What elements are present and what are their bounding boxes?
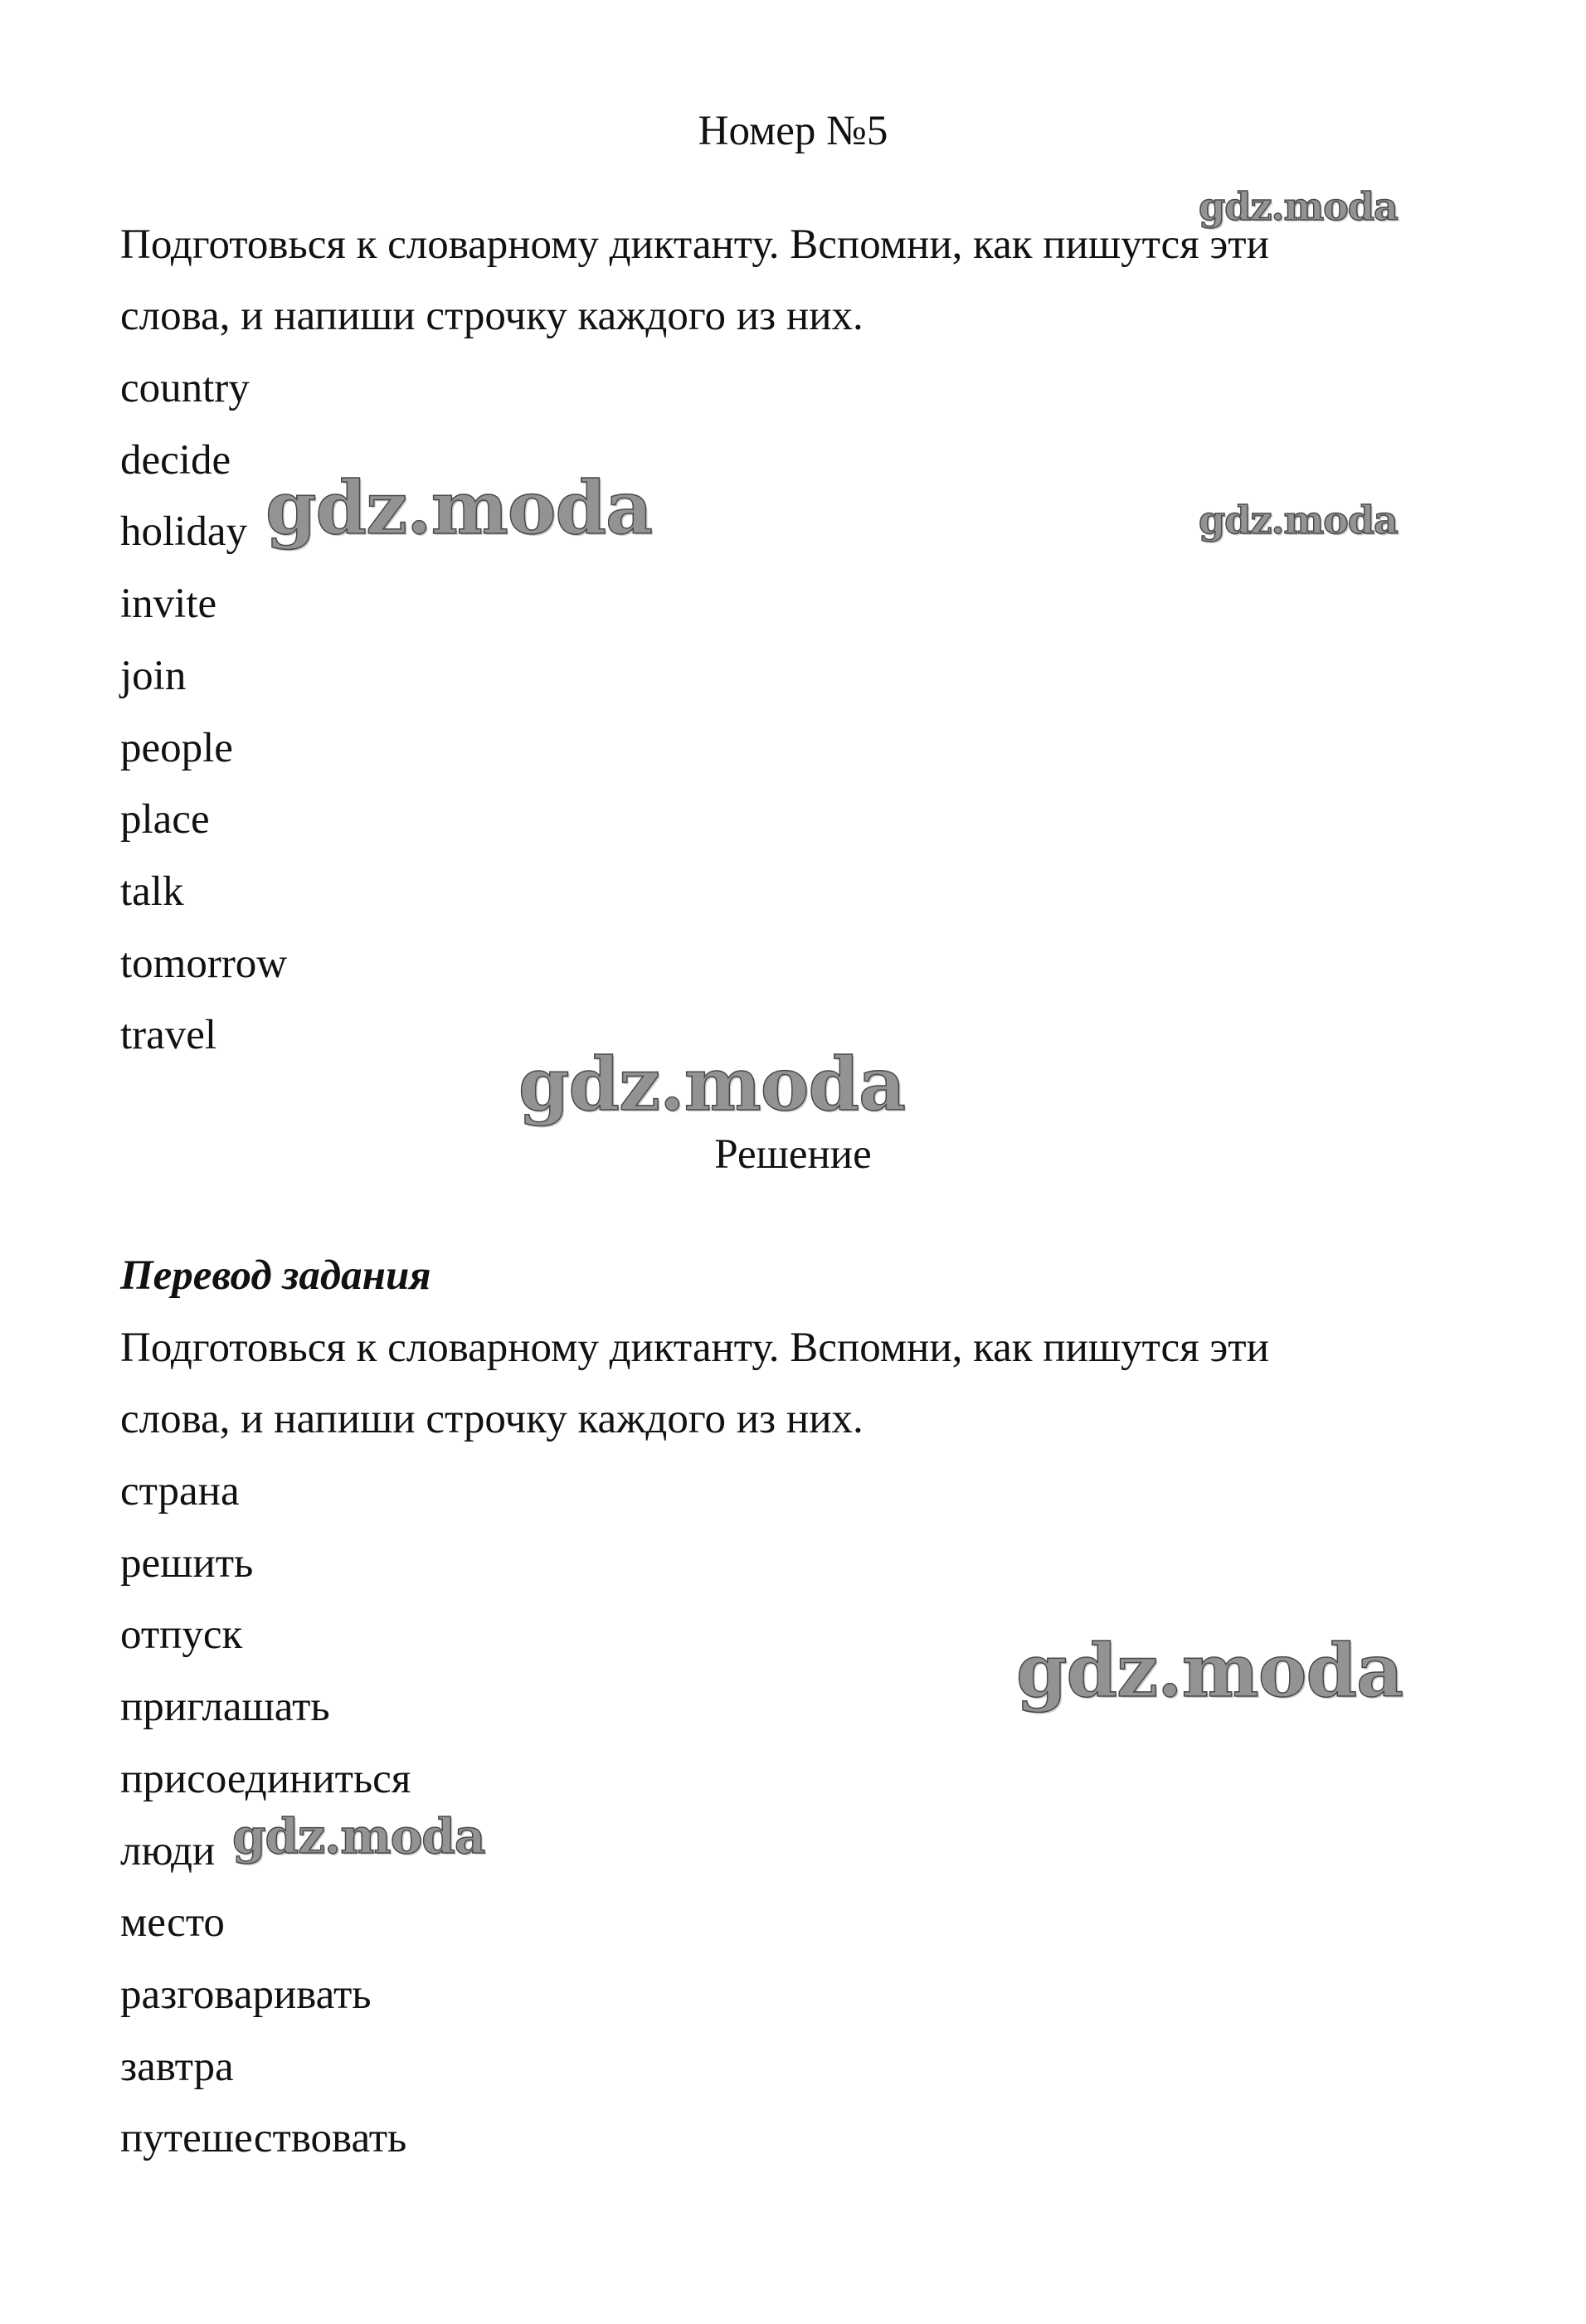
word-item: country bbox=[120, 365, 250, 411]
russian-word-list bbox=[120, 1456, 411, 2175]
word-item: присоединиться bbox=[120, 1755, 411, 1802]
watermark-logo: gdz.moda bbox=[232, 1808, 485, 1865]
task-instruction-line-1: Подготовься к словарному диктанту. Вспомни, как пишутся эти bbox=[120, 221, 1269, 268]
word-item: decide bbox=[120, 436, 231, 484]
translation-instruction-line-2: слова, и напиши строчку каждого из них. bbox=[120, 1396, 864, 1442]
word-item: страна bbox=[120, 1468, 240, 1514]
watermark-logo: gdz.moda bbox=[1199, 184, 1398, 229]
english-word-list bbox=[120, 352, 287, 1072]
word-item: приглашать bbox=[120, 1684, 330, 1731]
translation-instruction-line-1: Подготовься к словарному диктанту. Вспомни, как пишутся эти bbox=[120, 1325, 1269, 1371]
watermark-logo: gdz.moda bbox=[518, 1041, 906, 1127]
solution-title: Решение bbox=[714, 1131, 872, 1178]
word-item: завтра bbox=[120, 2043, 234, 2090]
word-item: place bbox=[120, 796, 210, 844]
word-item: место bbox=[120, 1899, 225, 1947]
word-item: решить bbox=[120, 1539, 254, 1587]
word-item: tomorrow bbox=[120, 940, 288, 987]
word-item: разговаривать bbox=[120, 1971, 372, 2018]
word-item: путешествовать bbox=[120, 2115, 407, 2162]
word-item: talk bbox=[120, 868, 184, 915]
watermark-logo: gdz.moda bbox=[1016, 1627, 1404, 1714]
task-instruction-line-2: слова, и напиши строчку каждого из них. bbox=[120, 293, 864, 339]
watermark-logo: gdz.moda bbox=[1199, 498, 1398, 542]
word-item: join bbox=[120, 652, 187, 699]
word-item: invite bbox=[120, 581, 217, 628]
word-item: отпуск bbox=[120, 1612, 243, 1659]
word-item: holiday bbox=[120, 508, 247, 556]
task-instruction bbox=[120, 209, 1489, 352]
word-item: travel bbox=[120, 1012, 217, 1059]
translation-heading: Перевод задания bbox=[120, 1252, 431, 1299]
translation-instruction bbox=[120, 1312, 1489, 1455]
word-item: people bbox=[120, 724, 233, 771]
word-item: люди bbox=[120, 1827, 216, 1874]
watermark-logo: gdz.moda bbox=[265, 464, 653, 551]
task-title: Номер №5 bbox=[698, 108, 888, 154]
